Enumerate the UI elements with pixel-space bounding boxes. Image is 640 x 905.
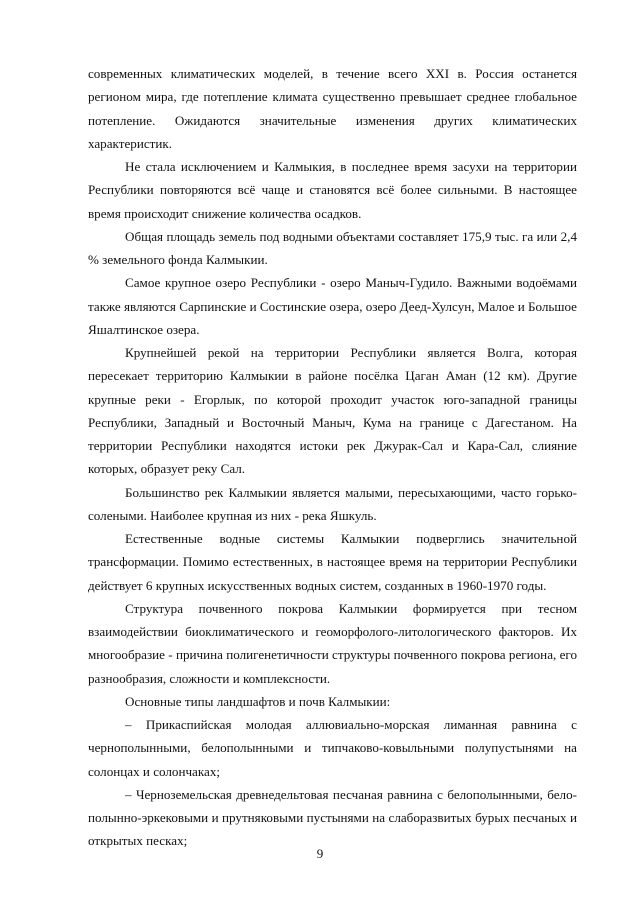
paragraph-rivers: Крупнейшей рекой на территории Республики является Волга, которая пересекает территорию Калмыкии в районе посёлка Цаган Аман (12 км). Другие крупные реки - Егорлык, по которой проходит участок юго-западной границы Республики, Западный и Восточный Маныч, Кума на границе с Дагестаном. На территории Республики находятся истоки рек Джурак-Сал и Кара-Сал, слияние которых, образует реку Сал.: [88, 345, 577, 477]
paragraph-droughts: Не стала исключением и Калмыкия, в последнее время засухи на территории Республики повторяются всё чаще и становятся всё более сильными. В настоящее время происходит снижение количества осадков.: [88, 159, 577, 221]
paragraph-water-area: Общая площадь земель под водными объектами составляет 175,9 тыс. га или 2,4 % земельного фонда Калмыкии.: [88, 228, 577, 267]
list-item-caspian-plain: – Прикаспийская молодая аллювиально-морская лиманная равнина с чернополынными, белополынными и типчаково-ковыльными полупустынями на солонцах и солончаках;: [88, 717, 577, 779]
paragraph-small-rivers: Большинство рек Калмыкии является малыми, пересыхающими, часто горько-солеными. Наиболее крупная из них - река Яшкуль.: [88, 484, 577, 523]
paragraph-landscape-types-heading: Основные типы ландшафтов и почв Калмыкии:: [125, 693, 391, 709]
paragraph-soil-structure: Структура почвенного покрова Калмыкии формируется при тесном взаимодействии биоклиматического и геоморфолого-литологического факторов. Их многообразие - причина полигенетичности структуры почвенного покрова региона, его разнообразия, сложности и комплексности.: [88, 600, 577, 686]
page-number: 9: [316, 846, 324, 861]
list-item-chernozem-plain: – Черноземельская древнедельтовая песчаная равнина с белополынными, бело-полынно-эркековыми и прутняковыми пустынями на слаборазвитых бурых песчаных и открытых песках;: [88, 786, 577, 849]
paragraph-water-systems: Естественные водные системы Калмыкии подверглись значительной трансформации. Помимо естественных, в настоящее время на территории Республики действует 6 крупных искусственных водных систем, созданных в 1960-1970 годы.: [88, 531, 577, 593]
paragraph-lakes: Самое крупное озеро Республики - озеро Маныч-Гудило. Важными водоёмами также являются Сарпинские и Состинские озера, озеро Деед-Хулсун, Малое и Большое Яшалтинское озера.: [88, 275, 577, 337]
document-page: [88, 62, 577, 853]
paragraph-climate-models: современных климатических моделей, в течение всего XXI в. Россия останется регионом мира, где потепление климата существенно превышает среднее глобальное потепление. Ожидаются значительные изменения других климатических характеристик.: [88, 66, 577, 151]
